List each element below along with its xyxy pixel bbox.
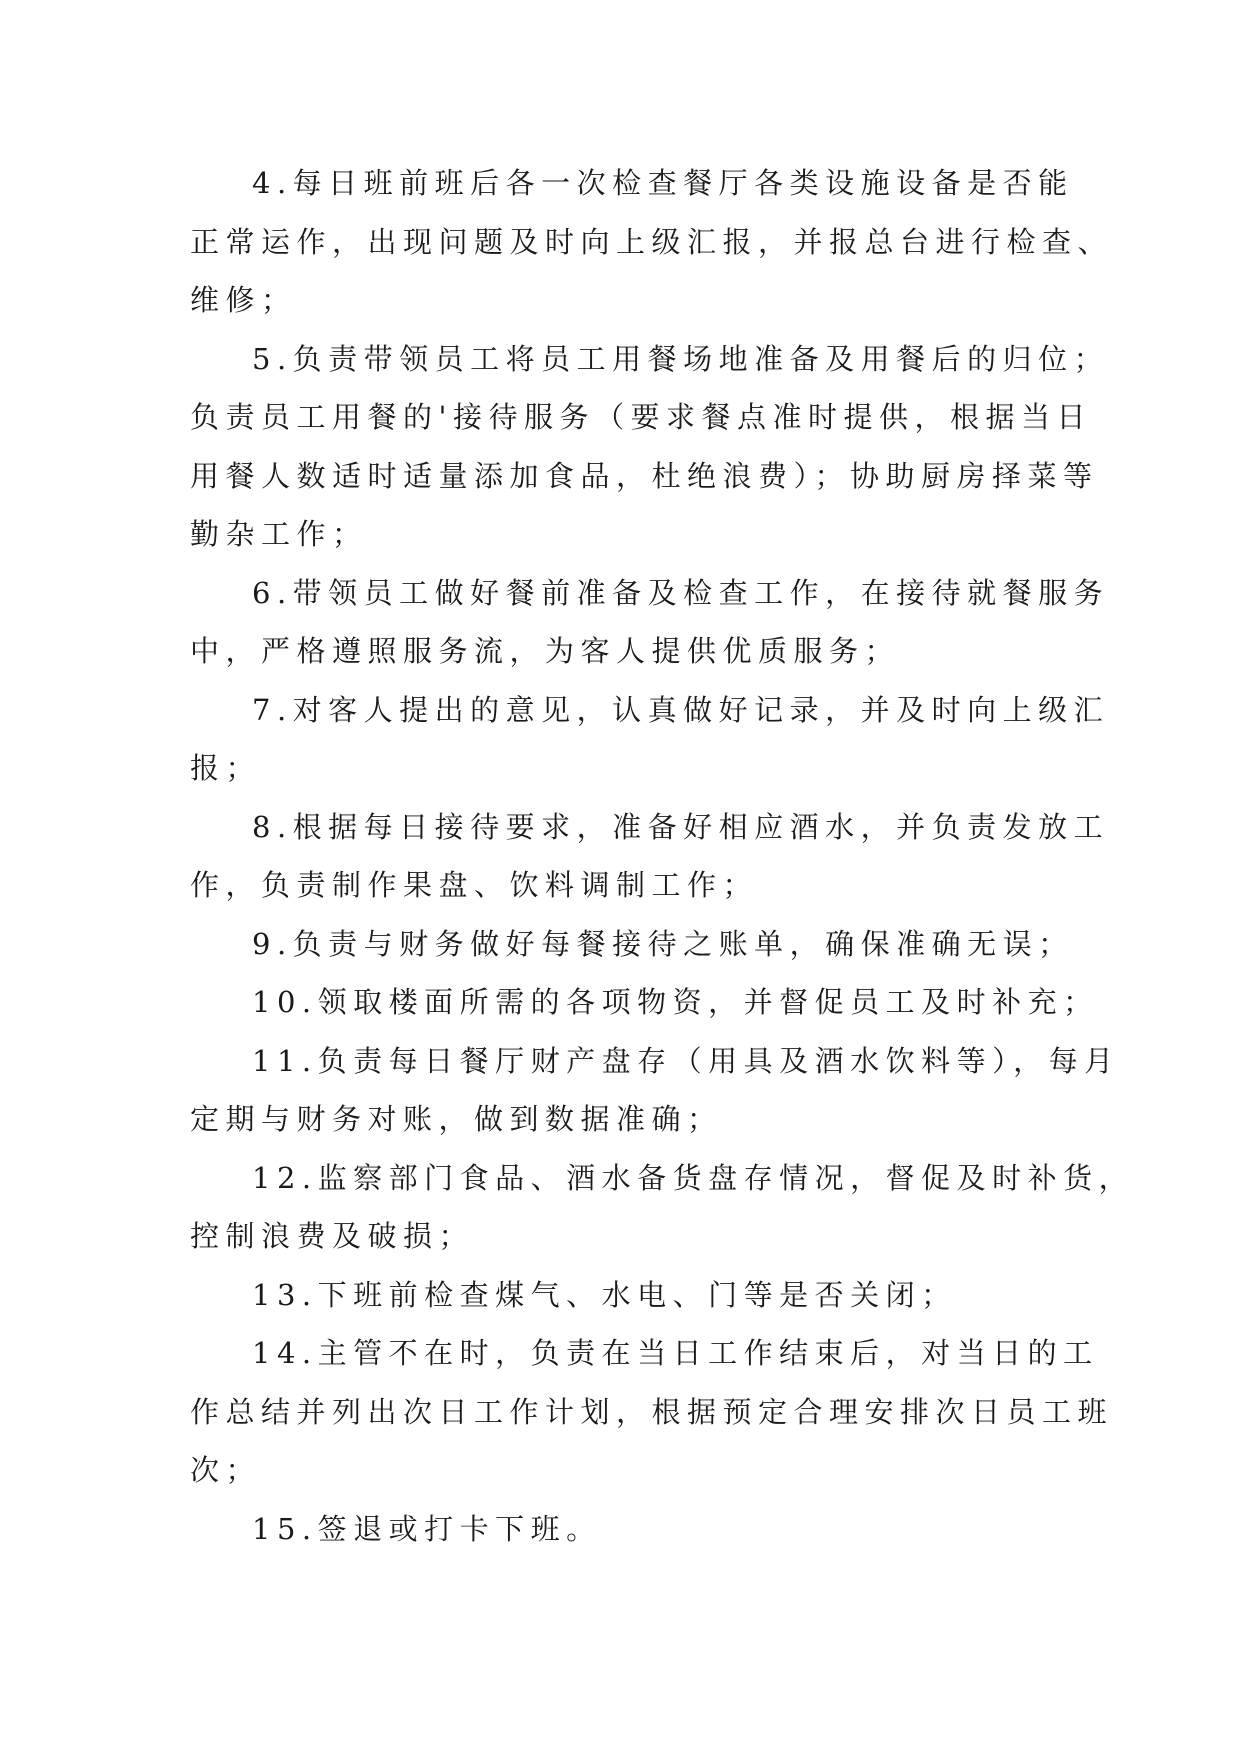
paragraph-item-14 (190, 1324, 1114, 1500)
paragraph-line: 8.根据每日接待要求，准备好相应酒水，并负责发放工 (252, 809, 1110, 844)
paragraph-item-5 (190, 330, 1110, 564)
paragraph-item-12 (190, 1149, 1135, 1266)
paragraph-item-6 (190, 564, 1110, 681)
paragraph-item-9 (190, 915, 1074, 974)
paragraph-line: 控制浪费及破损； (190, 1219, 475, 1253)
paragraph-line: 6.带领员工做好餐前准备及检查工作，在接待就餐服务 (252, 575, 1110, 610)
paragraph-item-10 (190, 973, 1099, 1032)
paragraph-line: 报； (190, 751, 262, 785)
paragraph-item-13 (190, 1266, 1070, 1325)
paragraph-item-7 (190, 681, 1110, 798)
paragraph-line: 7.对客人提出的意见，认真做好记录，并及时向上级汇 (252, 692, 1110, 727)
paragraph-line: 11.负责每日餐厅财产盘存（用具及酒水饮料等），每月 (252, 1043, 1120, 1078)
paragraph-line: 5.负责带领员工将员工用餐场地准备及用餐后的归位； (252, 341, 1110, 376)
paragraph-line: 次； (190, 1453, 262, 1487)
paragraph-line: 用餐人数适时适量添加食品，杜绝浪费）；协助厨房择菜等 (190, 458, 1099, 493)
paragraph-line: 13.下班前检查煤气、水电、门等是否关闭； (252, 1277, 957, 1312)
paragraph-line: 9.负责与财务做好每餐接待之账单，确保准确无误； (252, 926, 1074, 961)
paragraph-line: 作总结并列出次日工作计划，根据预定合理安排次日员工班 (190, 1394, 1114, 1429)
paragraph-line: 14.主管不在时，负责在当日工作结束后，对当日的工 (252, 1336, 1099, 1370)
paragraph-item-15 (190, 1500, 1070, 1559)
paragraph-line: 12.监察部门食品、酒水备货盘存情况，督促及时补货， (252, 1160, 1135, 1195)
paragraph-line: 中，严格遵照服务流，为客人提供优质服务； (190, 634, 901, 668)
paragraph-line: 10.领取楼面所需的各项物资，并督促员工及时补充； (252, 985, 1099, 1019)
paragraph-line: 维修； (190, 283, 297, 317)
paragraph-line: 4.每日班前班后各一次检查餐厅各类设施设备是否能 (252, 166, 1074, 200)
paragraph-item-4 (190, 154, 1114, 330)
paragraph-line: 正常运作，出现问题及时向上级汇报，并报总台进行检查、 (190, 224, 1114, 259)
paragraph-item-8 (190, 798, 1110, 915)
paragraph-line: 作，负责制作果盘、饮料调制工作； (190, 868, 759, 902)
paragraph-line: 负责员工用餐的'接待服务（要求餐点准时提供，根据当日 (190, 400, 1092, 434)
document-body (190, 154, 1135, 1558)
paragraph-line: 15.签退或打卡下班。 (252, 1511, 602, 1546)
paragraph-line: 勤杂工作； (190, 517, 368, 551)
paragraph-item-11 (190, 1032, 1120, 1149)
paragraph-line: 定期与财务对账，做到数据准确； (190, 1102, 723, 1136)
